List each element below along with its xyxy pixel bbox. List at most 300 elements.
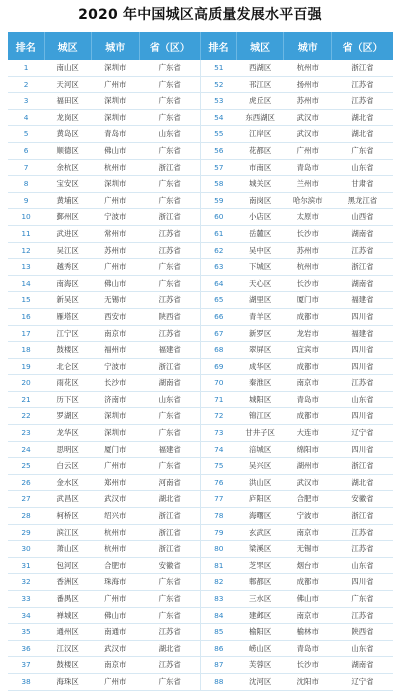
district-cell: 城阳区 xyxy=(237,391,284,408)
table-row xyxy=(8,425,393,442)
district-cell: 鼓楼区 xyxy=(44,342,91,359)
rank-cell: 65 xyxy=(200,292,236,309)
table-row xyxy=(8,126,393,143)
rank-cell: 58 xyxy=(200,176,236,193)
city-cell: 长沙市 xyxy=(284,275,332,292)
rank-cell: 6 xyxy=(8,142,44,159)
rank-cell: 74 xyxy=(200,441,236,458)
district-cell: 福田区 xyxy=(44,93,91,110)
city-cell: 南京市 xyxy=(284,607,332,624)
city-cell: 深圳市 xyxy=(91,176,139,193)
district-cell: 甘井子区 xyxy=(237,425,284,442)
city-cell: 南京市 xyxy=(284,375,332,392)
district-cell: 芙蓉区 xyxy=(237,657,284,674)
province-cell: 浙江省 xyxy=(139,159,200,176)
district-cell: 榆阳区 xyxy=(237,624,284,641)
rank-cell: 83 xyxy=(200,591,236,608)
city-cell: 广州市 xyxy=(284,142,332,159)
province-cell: 江苏省 xyxy=(332,607,393,624)
city-cell: 绍兴市 xyxy=(91,508,139,525)
city-cell: 佛山市 xyxy=(91,275,139,292)
district-cell: 吴中区 xyxy=(237,242,284,259)
province-cell: 辽宁省 xyxy=(332,673,393,690)
city-cell: 成都市 xyxy=(284,574,332,591)
province-cell: 广东省 xyxy=(139,259,200,276)
table-row xyxy=(8,640,393,657)
province-cell: 江苏省 xyxy=(139,225,200,242)
province-cell: 广东省 xyxy=(332,142,393,159)
city-cell: 南京市 xyxy=(284,524,332,541)
rank-cell: 73 xyxy=(200,425,236,442)
rank-cell: 25 xyxy=(8,458,44,475)
rank-cell: 33 xyxy=(8,591,44,608)
district-cell: 建邺区 xyxy=(237,607,284,624)
district-cell: 吴兴区 xyxy=(237,458,284,475)
province-cell: 广东省 xyxy=(139,142,200,159)
table-row xyxy=(8,275,393,292)
rank-cell: 72 xyxy=(200,408,236,425)
rank-cell: 82 xyxy=(200,574,236,591)
district-cell: 沈河区 xyxy=(237,673,284,690)
district-cell: 武昌区 xyxy=(44,491,91,508)
rank-cell: 69 xyxy=(200,358,236,375)
city-cell: 广州市 xyxy=(91,673,139,690)
city-cell: 扬州市 xyxy=(284,76,332,93)
district-cell: 白云区 xyxy=(44,458,91,475)
table-row xyxy=(8,508,393,525)
province-cell: 安徽省 xyxy=(332,491,393,508)
province-cell: 浙江省 xyxy=(139,541,200,558)
city-cell: 沈阳市 xyxy=(284,673,332,690)
province-cell: 湖南省 xyxy=(332,657,393,674)
table-row xyxy=(8,458,393,475)
city-cell: 杭州市 xyxy=(91,159,139,176)
city-cell: 武汉市 xyxy=(284,126,332,143)
city-cell: 无锡市 xyxy=(91,292,139,309)
district-cell: 天河区 xyxy=(44,76,91,93)
province-cell: 浙江省 xyxy=(332,259,393,276)
province-cell: 江苏省 xyxy=(139,657,200,674)
district-cell: 鼓楼区 xyxy=(44,657,91,674)
district-cell: 龙华区 xyxy=(44,425,91,442)
rank-cell: 63 xyxy=(200,259,236,276)
district-cell: 青羊区 xyxy=(237,308,284,325)
city-cell: 武汉市 xyxy=(91,640,139,657)
header-district: 城区 xyxy=(44,32,91,60)
district-cell: 禅城区 xyxy=(44,607,91,624)
rank-cell: 52 xyxy=(200,76,236,93)
province-cell: 湖南省 xyxy=(332,225,393,242)
district-cell: 邗江区 xyxy=(237,76,284,93)
rank-cell: 66 xyxy=(200,308,236,325)
district-cell: 海珠区 xyxy=(44,673,91,690)
province-cell: 广东省 xyxy=(139,93,200,110)
province-cell: 湖南省 xyxy=(332,275,393,292)
province-cell: 广东省 xyxy=(139,408,200,425)
table-row xyxy=(8,657,393,674)
rank-cell: 77 xyxy=(200,491,236,508)
district-cell: 鄞州区 xyxy=(44,209,91,226)
district-cell: 南岗区 xyxy=(237,192,284,209)
district-cell: 江宁区 xyxy=(44,325,91,342)
rank-cell: 75 xyxy=(200,458,236,475)
province-cell: 辽宁省 xyxy=(332,425,393,442)
province-cell: 浙江省 xyxy=(332,458,393,475)
table-row xyxy=(8,524,393,541)
table-row xyxy=(8,176,393,193)
rank-cell: 64 xyxy=(200,275,236,292)
table-row xyxy=(8,408,393,425)
rank-cell: 23 xyxy=(8,425,44,442)
province-cell: 山东省 xyxy=(139,391,200,408)
table-row xyxy=(8,308,393,325)
city-cell: 珠海市 xyxy=(91,574,139,591)
rank-cell: 15 xyxy=(8,292,44,309)
rank-cell: 21 xyxy=(8,391,44,408)
rank-cell: 19 xyxy=(8,358,44,375)
rank-cell: 86 xyxy=(200,640,236,657)
province-cell: 湖北省 xyxy=(139,491,200,508)
province-cell: 河南省 xyxy=(139,474,200,491)
city-cell: 济南市 xyxy=(91,391,139,408)
rank-cell: 27 xyxy=(8,491,44,508)
rank-cell: 7 xyxy=(8,159,44,176)
table-row xyxy=(8,76,393,93)
district-cell: 新罗区 xyxy=(237,325,284,342)
district-cell: 梁溪区 xyxy=(237,541,284,558)
district-cell: 天心区 xyxy=(237,275,284,292)
province-cell: 广东省 xyxy=(139,458,200,475)
city-cell: 苏州市 xyxy=(284,242,332,259)
table-row xyxy=(8,624,393,641)
province-cell: 广东省 xyxy=(139,607,200,624)
province-cell: 浙江省 xyxy=(139,508,200,525)
province-cell: 浙江省 xyxy=(139,524,200,541)
rank-cell: 68 xyxy=(200,342,236,359)
city-cell: 合肥市 xyxy=(284,491,332,508)
table-row xyxy=(8,673,393,690)
district-cell: 城关区 xyxy=(237,176,284,193)
city-cell: 青岛市 xyxy=(91,126,139,143)
province-cell: 福建省 xyxy=(139,441,200,458)
province-cell: 广东省 xyxy=(139,192,200,209)
city-cell: 南京市 xyxy=(91,325,139,342)
district-cell: 罗湖区 xyxy=(44,408,91,425)
rank-cell: 10 xyxy=(8,209,44,226)
header-city: 城市 xyxy=(91,32,139,60)
district-cell: 香洲区 xyxy=(44,574,91,591)
rank-cell: 85 xyxy=(200,624,236,641)
province-cell: 江苏省 xyxy=(139,325,200,342)
district-cell: 思明区 xyxy=(44,441,91,458)
city-cell: 广州市 xyxy=(91,259,139,276)
city-cell: 广州市 xyxy=(91,76,139,93)
province-cell: 广东省 xyxy=(139,60,200,76)
rank-cell: 78 xyxy=(200,508,236,525)
district-cell: 越秀区 xyxy=(44,259,91,276)
rank-cell: 13 xyxy=(8,259,44,276)
province-cell: 四川省 xyxy=(332,441,393,458)
city-cell: 苏州市 xyxy=(284,93,332,110)
district-cell: 秦淮区 xyxy=(237,375,284,392)
city-cell: 福州市 xyxy=(91,342,139,359)
city-cell: 深圳市 xyxy=(91,425,139,442)
city-cell: 宜宾市 xyxy=(284,342,332,359)
rank-cell: 38 xyxy=(8,673,44,690)
province-cell: 广东省 xyxy=(139,176,200,193)
district-cell: 洪山区 xyxy=(237,474,284,491)
district-cell: 雨花区 xyxy=(44,375,91,392)
table-row xyxy=(8,375,393,392)
province-cell: 陕西省 xyxy=(332,624,393,641)
province-cell: 陕西省 xyxy=(139,308,200,325)
table-row xyxy=(8,209,393,226)
table-row xyxy=(8,441,393,458)
table-row xyxy=(8,342,393,359)
city-cell: 深圳市 xyxy=(91,93,139,110)
province-cell: 湖北省 xyxy=(332,126,393,143)
city-cell: 烟台市 xyxy=(284,557,332,574)
district-cell: 锦江区 xyxy=(237,408,284,425)
city-cell: 青岛市 xyxy=(284,640,332,657)
district-cell: 岳麓区 xyxy=(237,225,284,242)
district-cell: 三水区 xyxy=(237,591,284,608)
city-cell: 广州市 xyxy=(91,591,139,608)
rank-cell: 76 xyxy=(200,474,236,491)
city-cell: 兰州市 xyxy=(284,176,332,193)
table-row xyxy=(8,292,393,309)
city-cell: 大连市 xyxy=(284,425,332,442)
rank-cell: 34 xyxy=(8,607,44,624)
province-cell: 江苏省 xyxy=(332,541,393,558)
rank-cell: 32 xyxy=(8,574,44,591)
rank-cell: 26 xyxy=(8,474,44,491)
table-row xyxy=(8,325,393,342)
district-cell: 萧山区 xyxy=(44,541,91,558)
district-cell: 滨江区 xyxy=(44,524,91,541)
city-cell: 杭州市 xyxy=(91,524,139,541)
rank-cell: 55 xyxy=(200,126,236,143)
city-cell: 杭州市 xyxy=(91,541,139,558)
province-cell: 江苏省 xyxy=(332,375,393,392)
province-cell: 江苏省 xyxy=(332,93,393,110)
city-cell: 武汉市 xyxy=(284,474,332,491)
province-cell: 甘肃省 xyxy=(332,176,393,193)
header-rank: 排名 xyxy=(8,32,44,60)
district-cell: 黄埔区 xyxy=(44,192,91,209)
rank-cell: 53 xyxy=(200,93,236,110)
table-body xyxy=(8,60,393,690)
district-cell: 吴江区 xyxy=(44,242,91,259)
district-cell: 翠屏区 xyxy=(237,342,284,359)
rank-cell: 54 xyxy=(200,109,236,126)
district-cell: 通州区 xyxy=(44,624,91,641)
rank-cell: 59 xyxy=(200,192,236,209)
table-row xyxy=(8,225,393,242)
city-cell: 榆林市 xyxy=(284,624,332,641)
city-cell: 西安市 xyxy=(91,308,139,325)
city-cell: 宁波市 xyxy=(91,358,139,375)
rank-cell: 84 xyxy=(200,607,236,624)
rank-cell: 62 xyxy=(200,242,236,259)
rank-cell: 30 xyxy=(8,541,44,558)
district-cell: 郫都区 xyxy=(237,574,284,591)
district-cell: 花都区 xyxy=(237,142,284,159)
province-cell: 浙江省 xyxy=(332,508,393,525)
rank-cell: 28 xyxy=(8,508,44,525)
district-cell: 历下区 xyxy=(44,391,91,408)
rank-cell: 71 xyxy=(200,391,236,408)
district-cell: 包河区 xyxy=(44,557,91,574)
province-cell: 山东省 xyxy=(139,126,200,143)
district-cell: 新吴区 xyxy=(44,292,91,309)
rank-cell: 5 xyxy=(8,126,44,143)
table-row xyxy=(8,60,393,76)
province-cell: 安徽省 xyxy=(139,557,200,574)
rank-cell: 9 xyxy=(8,192,44,209)
province-cell: 广东省 xyxy=(139,425,200,442)
table-row xyxy=(8,159,393,176)
rank-cell: 8 xyxy=(8,176,44,193)
province-cell: 江苏省 xyxy=(139,292,200,309)
province-cell: 浙江省 xyxy=(332,60,393,76)
rank-cell: 57 xyxy=(200,159,236,176)
rank-cell: 11 xyxy=(8,225,44,242)
district-cell: 柯桥区 xyxy=(44,508,91,525)
district-cell: 芝罘区 xyxy=(237,557,284,574)
province-cell: 四川省 xyxy=(332,342,393,359)
rank-cell: 22 xyxy=(8,408,44,425)
rank-cell: 20 xyxy=(8,375,44,392)
table-row xyxy=(8,541,393,558)
rank-cell: 88 xyxy=(200,673,236,690)
province-cell: 四川省 xyxy=(332,408,393,425)
city-cell: 厦门市 xyxy=(284,292,332,309)
rank-cell: 1 xyxy=(8,60,44,76)
city-cell: 长沙市 xyxy=(91,375,139,392)
table-row xyxy=(8,142,393,159)
city-cell: 哈尔滨市 xyxy=(284,192,332,209)
district-cell: 南海区 xyxy=(44,275,91,292)
rank-cell: 36 xyxy=(8,640,44,657)
rank-cell: 24 xyxy=(8,441,44,458)
city-cell: 广州市 xyxy=(91,458,139,475)
province-cell: 湖北省 xyxy=(139,640,200,657)
rank-cell: 35 xyxy=(8,624,44,641)
table-row xyxy=(8,574,393,591)
district-cell: 余杭区 xyxy=(44,159,91,176)
rank-cell: 79 xyxy=(200,524,236,541)
province-cell: 福建省 xyxy=(332,325,393,342)
city-cell: 绵阳市 xyxy=(284,441,332,458)
city-cell: 杭州市 xyxy=(284,259,332,276)
province-cell: 福建省 xyxy=(139,342,200,359)
rank-cell: 51 xyxy=(200,60,236,76)
province-cell: 黑龙江省 xyxy=(332,192,393,209)
province-cell: 江苏省 xyxy=(139,624,200,641)
city-cell: 苏州市 xyxy=(91,242,139,259)
rank-cell: 87 xyxy=(200,657,236,674)
rank-cell: 17 xyxy=(8,325,44,342)
district-cell: 成华区 xyxy=(237,358,284,375)
city-cell: 长沙市 xyxy=(284,225,332,242)
city-cell: 青岛市 xyxy=(284,159,332,176)
city-cell: 南京市 xyxy=(91,657,139,674)
table-row xyxy=(8,491,393,508)
province-cell: 浙江省 xyxy=(139,209,200,226)
table-row xyxy=(8,557,393,574)
ranking-table-wrapper xyxy=(8,32,393,691)
province-cell: 四川省 xyxy=(332,308,393,325)
city-cell: 佛山市 xyxy=(91,142,139,159)
rank-cell: 80 xyxy=(200,541,236,558)
city-cell: 成都市 xyxy=(284,358,332,375)
rank-cell: 16 xyxy=(8,308,44,325)
district-cell: 小店区 xyxy=(237,209,284,226)
rank-cell: 4 xyxy=(8,109,44,126)
district-cell: 市南区 xyxy=(237,159,284,176)
rank-cell: 31 xyxy=(8,557,44,574)
page-title: 2020 年中国城区高质量发展水平百强 xyxy=(78,7,322,23)
province-cell: 江苏省 xyxy=(139,242,200,259)
rank-cell: 70 xyxy=(200,375,236,392)
province-cell: 广东省 xyxy=(139,109,200,126)
rank-cell: 56 xyxy=(200,142,236,159)
province-cell: 湖南省 xyxy=(139,375,200,392)
city-cell: 湖州市 xyxy=(284,458,332,475)
province-cell: 湖北省 xyxy=(332,474,393,491)
province-cell: 江苏省 xyxy=(332,524,393,541)
district-cell: 宝安区 xyxy=(44,176,91,193)
city-cell: 广州市 xyxy=(91,192,139,209)
district-cell: 黄岛区 xyxy=(44,126,91,143)
province-cell: 山东省 xyxy=(332,159,393,176)
header-rank: 排名 xyxy=(200,32,236,60)
province-cell: 广东省 xyxy=(139,673,200,690)
table-row xyxy=(8,93,393,110)
rank-cell: 2 xyxy=(8,76,44,93)
rank-cell: 29 xyxy=(8,524,44,541)
district-cell: 顺德区 xyxy=(44,142,91,159)
header-province: 省（区） xyxy=(139,32,200,60)
province-cell: 广东省 xyxy=(332,591,393,608)
province-cell: 江苏省 xyxy=(332,76,393,93)
rank-cell: 3 xyxy=(8,93,44,110)
province-cell: 湖北省 xyxy=(332,109,393,126)
district-cell: 崂山区 xyxy=(237,640,284,657)
district-cell: 番禺区 xyxy=(44,591,91,608)
city-cell: 长沙市 xyxy=(284,657,332,674)
table-row xyxy=(8,242,393,259)
province-cell: 福建省 xyxy=(332,292,393,309)
city-cell: 南通市 xyxy=(91,624,139,641)
district-cell: 武进区 xyxy=(44,225,91,242)
table-row xyxy=(8,109,393,126)
table-row xyxy=(8,607,393,624)
province-cell: 山西省 xyxy=(332,209,393,226)
district-cell: 湖里区 xyxy=(237,292,284,309)
province-cell: 广东省 xyxy=(139,591,200,608)
header-province: 省（区） xyxy=(332,32,393,60)
district-cell: 北仑区 xyxy=(44,358,91,375)
table-header-row xyxy=(8,32,393,60)
district-cell: 玄武区 xyxy=(237,524,284,541)
city-cell: 合肥市 xyxy=(91,557,139,574)
city-cell: 杭州市 xyxy=(284,60,332,76)
table-row xyxy=(8,474,393,491)
city-cell: 成都市 xyxy=(284,408,332,425)
city-cell: 深圳市 xyxy=(91,408,139,425)
